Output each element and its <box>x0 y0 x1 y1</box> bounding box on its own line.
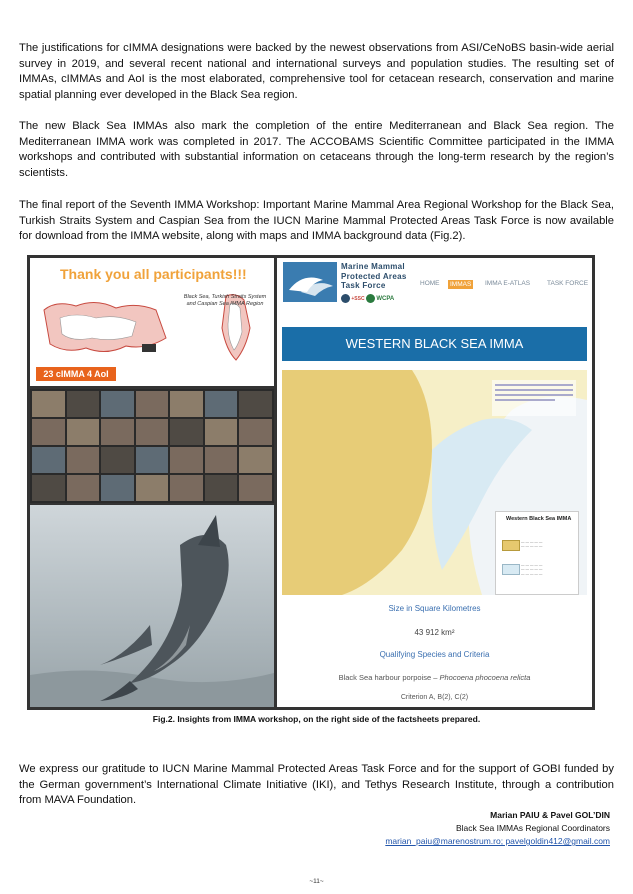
paragraph-mediterranean-completion: The new Black Sea IMMAs also mark the completion of the entire Mediterranean and Black Sea region. The Mediterranean IMMA work was completed in 2017. The ACCOBAMS Scientific Committee participated in the IMMA workshops and contributed with substantial information on cetaceans through the long-term research by the region’s scientists. <box>19 120 614 179</box>
buffer-area-swatch <box>502 564 520 575</box>
partner-logos <box>341 294 394 303</box>
wcpa-label: WCPA <box>376 295 395 302</box>
area-value: 43 912 km² <box>414 628 455 637</box>
legend-text-buffer: — — — — — — — — — — — — — — — <box>521 563 543 576</box>
size-label: Size in Square Kilometres <box>388 604 481 613</box>
participant-tile <box>205 475 238 501</box>
participant-tile <box>136 475 169 501</box>
wcpa-logo-icon <box>366 294 375 303</box>
participant-tile <box>239 475 272 501</box>
participant-tile <box>205 391 238 417</box>
dolphin-photo <box>30 505 274 707</box>
imma-factsheet <box>277 258 592 707</box>
imma-logo-text: Marine Mammal Protected Areas Task Force <box>341 262 407 290</box>
figure-collage <box>27 255 595 710</box>
figure-caption: Fig.2. Insights from IMMA workshop, on the right side of the factsheets prepared. <box>152 714 481 724</box>
participant-tile <box>136 391 169 417</box>
participant-tile <box>101 447 134 473</box>
page-number: ~11~ <box>309 878 324 885</box>
species-line: Black Sea harbour porpoise – Phocoena phocoena relicta <box>338 673 531 682</box>
nav-task-force[interactable]: TASK FORCE <box>547 280 589 287</box>
nav-imma-e-atlas[interactable]: IMMA E-ATLAS <box>485 280 531 287</box>
participant-tile <box>101 475 134 501</box>
author-emails-link[interactable]: marian_paiu@marenostrum.ro; pavelgoldin412@gmail.com <box>385 836 610 846</box>
thanks-panel <box>30 258 274 386</box>
author-names: Marian PAIU & Pavel GOL’DIN <box>490 810 610 820</box>
paragraph-final-report: The final report of the Seventh IMMA Workshop: Important Marine Mammal Area Regional Workshop for the Black Sea, Turkish Straits System and Caspian Sea from the IUCN Marine Mammal Protected Areas Task Force is now available for download from the IMMA website, along with maps and IMMA background data (Fig.2). <box>19 199 614 243</box>
participant-tile <box>32 475 65 501</box>
participant-tile <box>170 475 203 501</box>
participant-tile <box>205 419 238 445</box>
paragraph-gratitude: We express our gratitude to IUCN Marine Mammal Protected Areas Task Force and for the support of GOBI funded by the German government’s International Climate Initiative (IKI), and Tethys Research Institute, through a contribution from MAVA Foundation. <box>19 763 614 807</box>
participant-tile <box>32 391 65 417</box>
thanks-title: Thank you all participants!!! <box>60 266 247 282</box>
participant-tile <box>205 447 238 473</box>
cimma-count-badge: 23 cIMMA 4 AoI <box>36 367 116 381</box>
imma-area-swatch <box>502 540 520 551</box>
participant-tile <box>239 447 272 473</box>
participant-tile <box>67 419 100 445</box>
region-label: Black Sea, Turkish Straits System and Caspian Sea IMMA Region <box>183 294 267 307</box>
participant-tile <box>67 447 100 473</box>
imma-logo-icon <box>283 262 337 302</box>
qualifying-label: Qualifying Species and Criteria <box>379 650 490 659</box>
author-role: Black Sea IMMAs Regional Coordinators <box>455 823 610 833</box>
ssc-logo-icon: +SSC <box>351 295 365 302</box>
participant-tile <box>101 391 134 417</box>
dolphin-illustration <box>30 505 274 707</box>
participant-tile <box>101 419 134 445</box>
participant-tile <box>67 475 100 501</box>
participant-tile <box>170 391 203 417</box>
legend-text-imma: — — — — — — — — — — <box>521 540 543 549</box>
nav-home[interactable]: HOME <box>420 280 440 287</box>
participant-tile <box>136 447 169 473</box>
nav-immas[interactable]: IMMAS <box>450 281 472 288</box>
video-call-photo <box>30 389 274 503</box>
participant-tile <box>170 419 203 445</box>
participant-tile <box>136 419 169 445</box>
participant-tile <box>32 419 65 445</box>
iucn-logo-icon <box>341 294 350 303</box>
participant-tile <box>170 447 203 473</box>
paragraph-cimma-justification: The justifications for cIMMA designations were backed by the newest observations from ASI/CeNoBS basin-wide aerial survey in 2019, and several recent national and international surveys and population studies. The resulting set of IMMAs, cIMMAs and AoI is the most elaborated, comprehensive tool for cetacean research, conservation and marine spatial planning ever developed in the Black Sea region. <box>19 42 614 101</box>
participant-tile <box>32 447 65 473</box>
legend-title: Western Black Sea IMMA <box>506 516 572 522</box>
participant-tile <box>67 391 100 417</box>
map-legend <box>495 511 579 595</box>
species-latin: Phocoena phocoena relicta <box>439 673 531 682</box>
participant-tile <box>239 391 272 417</box>
factsheet-banner: WESTERN BLACK SEA IMMA <box>282 327 587 361</box>
participant-tile <box>239 419 272 445</box>
criteria-line: Criterion A, B(2), C(2) <box>400 694 469 701</box>
